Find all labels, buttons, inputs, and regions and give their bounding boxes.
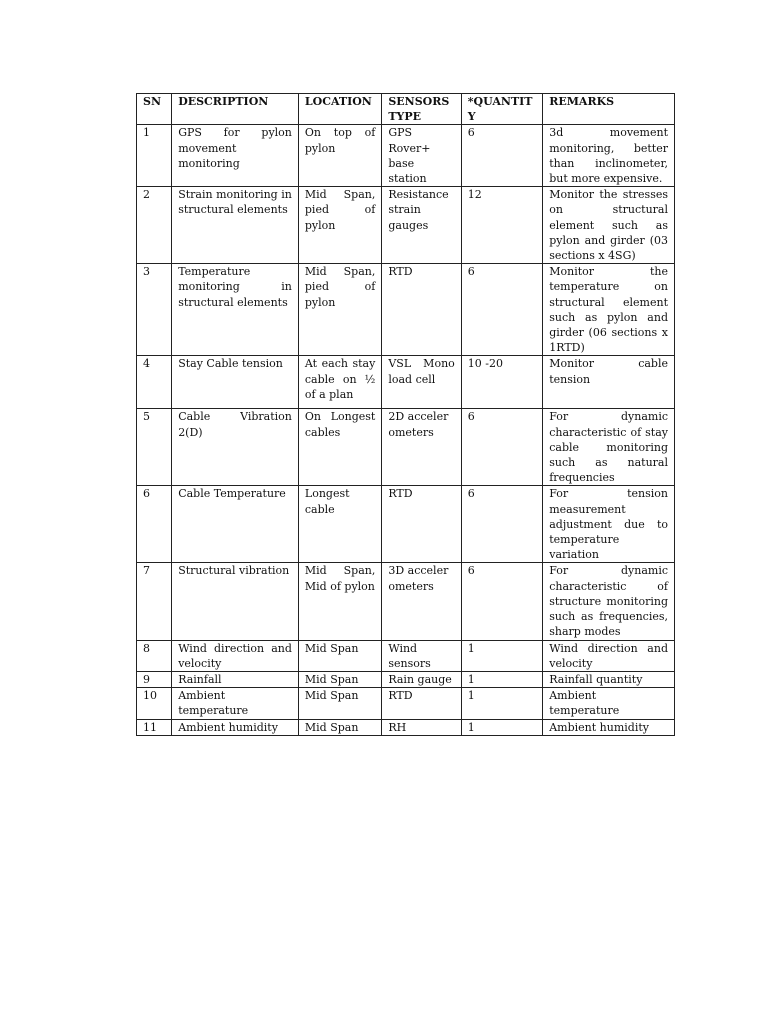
cell-description: GPS for pylon movement monitoring [172,125,299,187]
cell-sensors-type: GPS Rover+ base station [382,125,461,187]
cell-location: Mid Span, pied of pylon [298,264,381,356]
cell-quantity: 1 [461,640,542,671]
cell-location: Mid Span, pied of pylon [298,187,381,264]
cell-remarks: Ambient temperature [543,688,675,719]
table-row [137,125,675,187]
cell-sensors-type: VSL Mono load cell [382,356,461,409]
cell-sn: 4 [137,356,172,409]
cell-sensors-type: RH [382,719,461,735]
cell-sensors-type: RTD [382,688,461,719]
cell-remarks: 3d movement monitoring, better than inclinometer, but more expensive. [543,125,675,187]
cell-quantity: 6 [461,125,542,187]
cell-location: On Longest cables [298,409,381,486]
cell-quantity: 6 [461,486,542,563]
cell-location: Mid Span, Mid of pylon [298,563,381,640]
cell-sensors-type: 3D accelerometers [382,563,461,640]
header-location: LOCATION [298,94,381,125]
table-row [137,264,675,356]
cell-sensors-type: RTD [382,264,461,356]
table-row [137,671,675,687]
header-sn: SN [137,94,172,125]
cell-remarks: Wind direction and velocity [543,640,675,671]
header-description: DESCRIPTION [172,94,299,125]
cell-quantity: 1 [461,719,542,735]
table-header-row [137,94,675,125]
cell-remarks: For dynamic characteristic of structure monitoring such as frequencies, sharp modes [543,563,675,640]
table-row [137,356,675,409]
table-row [137,688,675,719]
table-row [137,563,675,640]
cell-location: Longest cable [298,486,381,563]
cell-remarks: Monitor the temperature on structural element such as pylon and girder (06 sections x 1RTD) [543,264,675,356]
cell-sn: 10 [137,688,172,719]
cell-remarks: Ambient humidity [543,719,675,735]
cell-sn: 5 [137,409,172,486]
cell-location: Mid Span [298,688,381,719]
cell-sensors-type: Resistance strain gauges [382,187,461,264]
cell-location: Mid Span [298,640,381,671]
cell-location: On top of pylon [298,125,381,187]
cell-location: At each stay cable on ½ of a plan [298,356,381,409]
cell-remarks: Monitor the stresses on structural element such as pylon and girder (03 sections x 4SG) [543,187,675,264]
table-row [137,187,675,264]
cell-location: Mid Span [298,671,381,687]
cell-quantity: 6 [461,409,542,486]
cell-sensors-type: 2D accelerometers [382,409,461,486]
cell-description: Cable Temperature [172,486,299,563]
cell-quantity: 1 [461,671,542,687]
cell-description: Structural vibration [172,563,299,640]
cell-quantity: 1 [461,688,542,719]
cell-sn: 1 [137,125,172,187]
cell-description: Cable Vibration 2(D) [172,409,299,486]
cell-quantity: 12 [461,187,542,264]
header-sensors-type: SENSORS TYPE [382,94,461,125]
cell-sn: 3 [137,264,172,356]
table-row [137,719,675,735]
cell-description: Wind direction and velocity [172,640,299,671]
header-remarks: REMARKS [543,94,675,125]
cell-remarks: Rainfall quantity [543,671,675,687]
cell-description: Temperature monitoring in structural elements [172,264,299,356]
cell-quantity: 6 [461,563,542,640]
cell-sn: 8 [137,640,172,671]
cell-sn: 2 [137,187,172,264]
cell-sn: 7 [137,563,172,640]
table-row [137,640,675,671]
cell-description: Ambient humidity [172,719,299,735]
cell-sn: 6 [137,486,172,563]
cell-remarks: For dynamic characteristic of stay cable monitoring such as natural frequencies [543,409,675,486]
cell-sensors-type: Wind sensors [382,640,461,671]
cell-remarks: For tension measurement adjustment due to temperature variation [543,486,675,563]
table-row [137,409,675,486]
cell-location: Mid Span [298,719,381,735]
cell-description: Stay Cable tension [172,356,299,409]
cell-description: Ambient temperature [172,688,299,719]
cell-sensors-type: RTD [382,486,461,563]
cell-sn: 9 [137,671,172,687]
cell-description: Rainfall [172,671,299,687]
cell-sensors-type: Rain gauge [382,671,461,687]
header-quantity: *QUANTITY [461,94,542,125]
cell-description: Strain monitoring in structural elements [172,187,299,264]
cell-sn: 11 [137,719,172,735]
cell-remarks: Monitor cable tension [543,356,675,409]
cell-quantity: 10 -20 [461,356,542,409]
table-row [137,486,675,563]
sensor-table [136,93,675,736]
cell-quantity: 6 [461,264,542,356]
